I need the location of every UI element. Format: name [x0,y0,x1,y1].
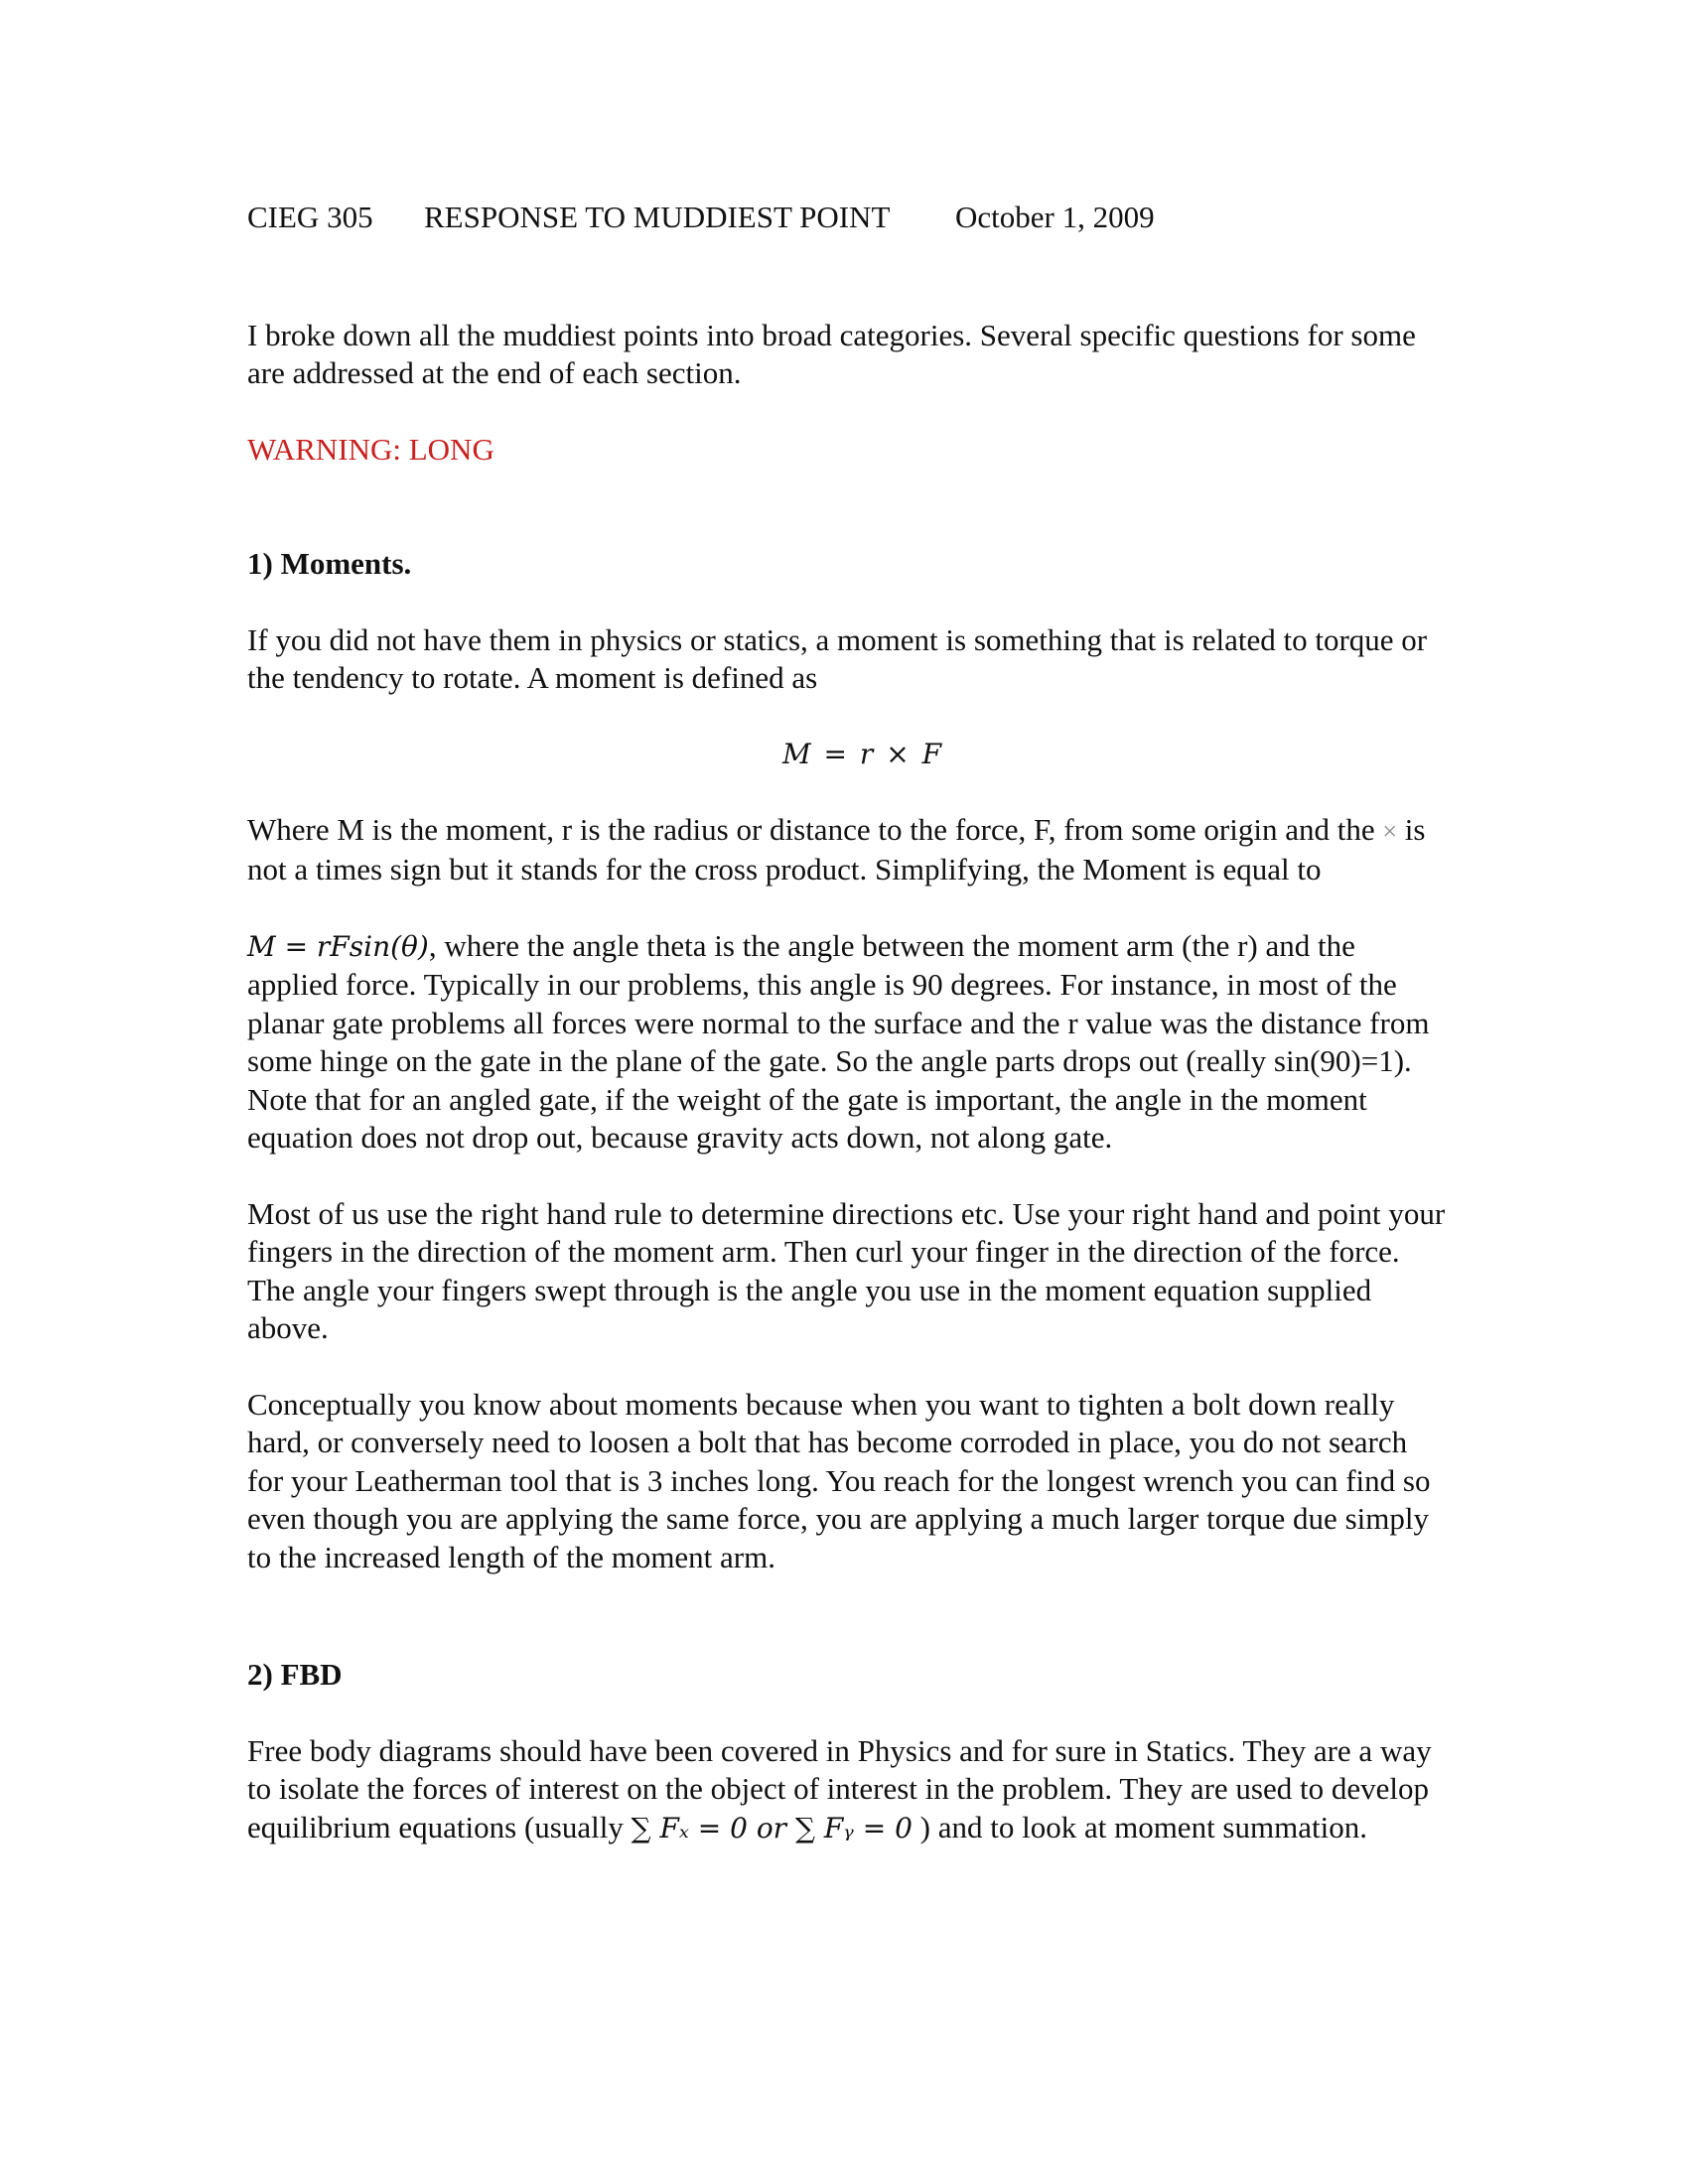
intro-paragraph: I broke down all the muddiest points into broad categories. Several specific questions for some are addressed at the end of each section. [247,317,1416,390]
document-title: RESPONSE TO MUDDIEST POINT [424,200,891,234]
section-heading-moments: 1) Moments. [247,546,412,581]
moments-paragraph-1: If you did not have them in physics or statics, a moment is something that is related to torque or the tendency to rotate. A moment is defined as [247,621,1428,695]
moment-sine-formula: M = rFsin(θ) [247,929,429,963]
document-date: October 1, 2009 [955,200,1155,234]
fbd-paragraph-1-text-b: ) and to look at moment summation. [912,1809,1367,1844]
sum-fy-equation: ∑ Fᵧ = 0 [794,1811,913,1844]
moment-equation: M = r × F [781,737,943,770]
moments-paragraph-3 [247,927,1449,1158]
section-heading-fbd: 2) FBD [247,1657,343,1692]
or-word: or [747,1811,795,1844]
course-code: CIEG 305 [247,200,373,234]
moments-paragraph-5: Conceptually you know about moments because when you want to tighten a bolt down really hard, or conversely need to loosen a bolt that has become corroded in place, you do not search for your Leatherman tool that is 3 inches long. You reach for the longest wrench you can find so even though you are applying the same force, you are applying a much larger torque due simply to the increased length of the moment arm. [247,1386,1431,1574]
sum-fx-equation: ∑ Fₓ = 0 [631,1811,748,1844]
moments-paragraph-2-text-a: Where M is the moment, r is the radius or distance to the force, F, from some origin and the [247,811,1383,847]
document-header [247,199,1449,237]
document-page [247,199,1449,1847]
warning-text: WARNING: LONG [247,431,494,467]
moments-paragraph-4: Most of us use the right hand rule to determine directions etc. Use your right hand and point your fingers in the direction of the moment arm. Then curl your finger in the direction of the force. The angle your fingers swept through is the angle you use in the moment equation supplied above. [247,1195,1446,1345]
fbd-paragraph-1 [247,1732,1449,1848]
moments-paragraph-2 [247,811,1449,889]
fbd-paragraph-1-text-a: Free body diagrams should have been covered in Physics and for sure in Statics. They are a way to isolate the forces of interest on the object of interest in the problem. They are used to develop equilibrium equations (usually [247,1732,1432,1844]
moments-paragraph-3-text: , where the angle theta is the angle between the moment arm (the r) and the applied force. Typically in our problems, this angle is 90 degrees. For instance, in most of the planar gate problems all forces were normal to the surface and the r value was the distance from some hinge on the gate in the plane of the gate. So the angle parts drops out (really sin(90)=1). Note that for an angled gate, if the weight of the gate is important, the angle in the moment equation does not drop out, because gravity acts down, not along gate. [247,927,1430,1155]
cross-product-glyph: × [1382,816,1398,846]
moments-paragraph-2-text-b: is not a times sign but it stands for the cross product. Simplifying, the Moment is equal to [247,811,1426,887]
